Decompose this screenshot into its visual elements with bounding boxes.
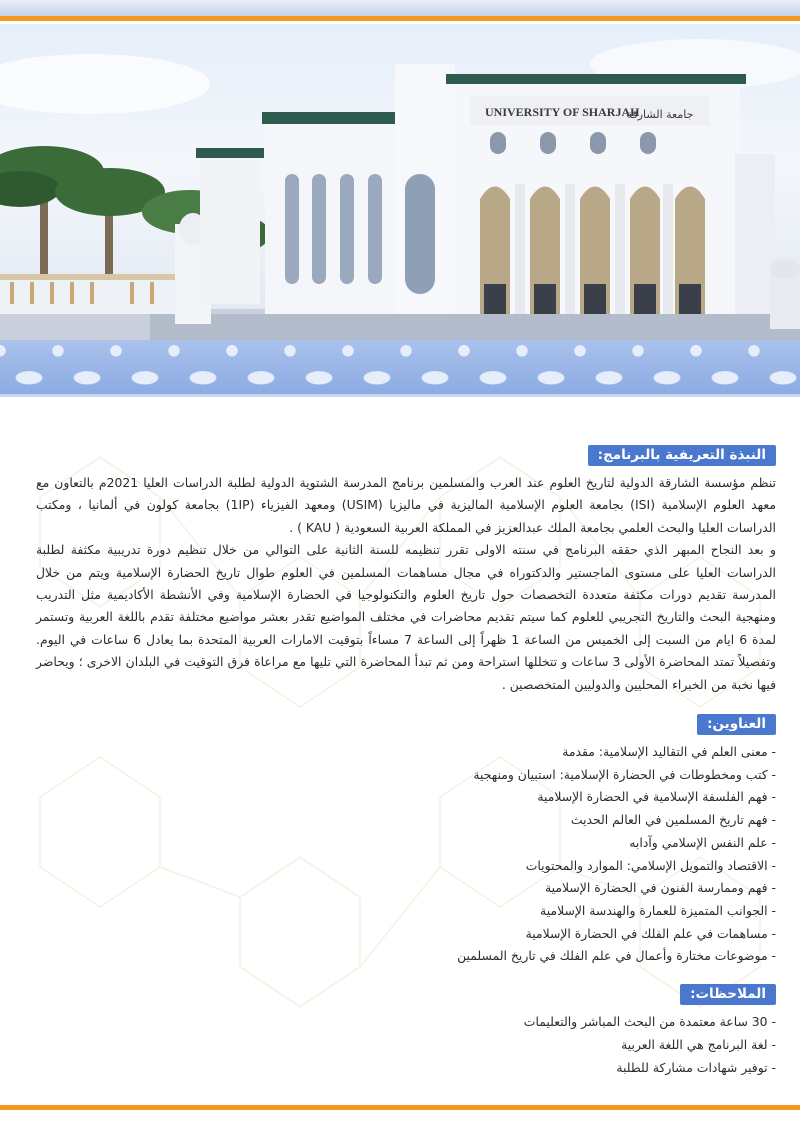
intro-paragraph-2: و بعد النجاح المبهر الذي حققه البرنامج في سنته الاولى تقرر تنظيمه للسنة الثانية على التوالي من خلال تنظيم دورة تدريبية مكثفة لطلبة الدراسات العليا على مستوى الماجستير والدكتوراه في مجال مساهمات المسلمين في العلوم طوال تاريخ الحضارة الإسلامية ويتم من خلال المدرسة تقديم دورات مكثفة متعددة التخصصات حول تاريخ العلوم والتكنولوجيا في الحضارة الإسلامية وفي الأنشطة الأكاديمية مثل التدريب ومنهجية البحث والتاريخ التجريبي للعلوم كما سيتم تقديم محاضرات في مختلف المواضيع تقدر بعشر مواضيع مختلفة تقدم باللغة العربية وتستمر لمدة 6 ايام من السبت إلى الخميس من الساعة 1 ظهراً إلى الساعة 7 مساءاً بتوقيت الامارات العربية المتحدة بما يعادل 6 ساعات في اليوم. وتفصيلاً تمتد المحاضرة الأولى 3 ساعات و تتخللها استراحة ومن ثم تبدأ المحاضرة التي تليها مع مراعاة فرق التوقيت في البلدان الاخرى ؛ ويحاضر فيها نخبة من الخبراء المحليين والدوليين المتخصصين . (36, 542, 776, 692)
sign-arabic: جامعة الشارقة (626, 108, 694, 121)
list-item: - موضوعات مختارة وأعمال في علم الفلك في تاريخ المسلمين (457, 948, 776, 964)
intro-paragraph-1: تنظم مؤسسة الشارقة الدولية لتاريخ العلوم عند العرب والمسلمين برنامج المدرسة الشتوية الدولية لطلبة الدراسات العليا 2021م بالتعاون مع معهد العلوم الإسلامية (ISI) بجامعة العلوم الإسلامية الماليزية في ماليزيا (USIM) ومعهد الفيزياء (1IP) بجامعة كولون في ألمانيا ، ومكتب الدراسات العليا والبحث العلمي بجامعة الملك عبدالعزيز في المملكة العربية السعودية ( KAU ) . (36, 475, 777, 535)
list-item: - الاقتصاد والتمويل الإسلامي: الموارد والمحتويات (525, 857, 776, 873)
arabesque-ornament-band (0, 340, 800, 397)
main-content (36, 445, 776, 1079)
list-item: - معنى العلم في التقاليد الإسلامية: مقدمة (562, 744, 776, 760)
list-item: - مساهمات في علم الفلك في الحضارة الإسلامية (525, 925, 776, 941)
university-building-photo (0, 24, 800, 340)
sign-english: UNIVERSITY OF SHARJAH (485, 105, 640, 119)
list-item: - علم النفس الإسلامي وآدابه (629, 834, 776, 850)
topics-heading: العناوين: (697, 714, 776, 735)
list-item: - الجوانب المتميزة للعمارة والهندسة الإسلامية (540, 902, 776, 918)
intro-heading: النبذة التعريفية بالبرنامج: (588, 445, 776, 466)
list-item: - توفير شهادات مشاركة للطلبة (616, 1059, 776, 1075)
top-decorative-band (0, 0, 800, 16)
list-item: - فهم الفلسفة الإسلامية في الحضارة الإسلامية (537, 789, 776, 805)
list-item: - كتب ومخطوطات في الحضارة الإسلامية: استبيان ومنهجية (473, 766, 776, 782)
list-item: - 30 ساعة معتمدة من البحث المباشر والتعليمات (523, 1014, 776, 1030)
topics-list (36, 741, 776, 968)
topics-section-header (36, 714, 776, 735)
notes-section-header (36, 984, 776, 1005)
building-illustration (0, 24, 800, 340)
notes-heading: الملاحظات: (680, 984, 776, 1005)
bottom-orange-rule (0, 1105, 800, 1110)
list-item: - فهم تاريخ المسلمين في العالم الحديث (570, 812, 776, 828)
list-item: - لغة البرنامج هي اللغة العربية (621, 1036, 776, 1052)
list-item: - فهم وممارسة الفنون في الحضارة الإسلامية (544, 880, 776, 896)
intro-section-header (36, 445, 776, 466)
top-orange-rule (0, 16, 800, 21)
notes-list (36, 1011, 776, 1079)
